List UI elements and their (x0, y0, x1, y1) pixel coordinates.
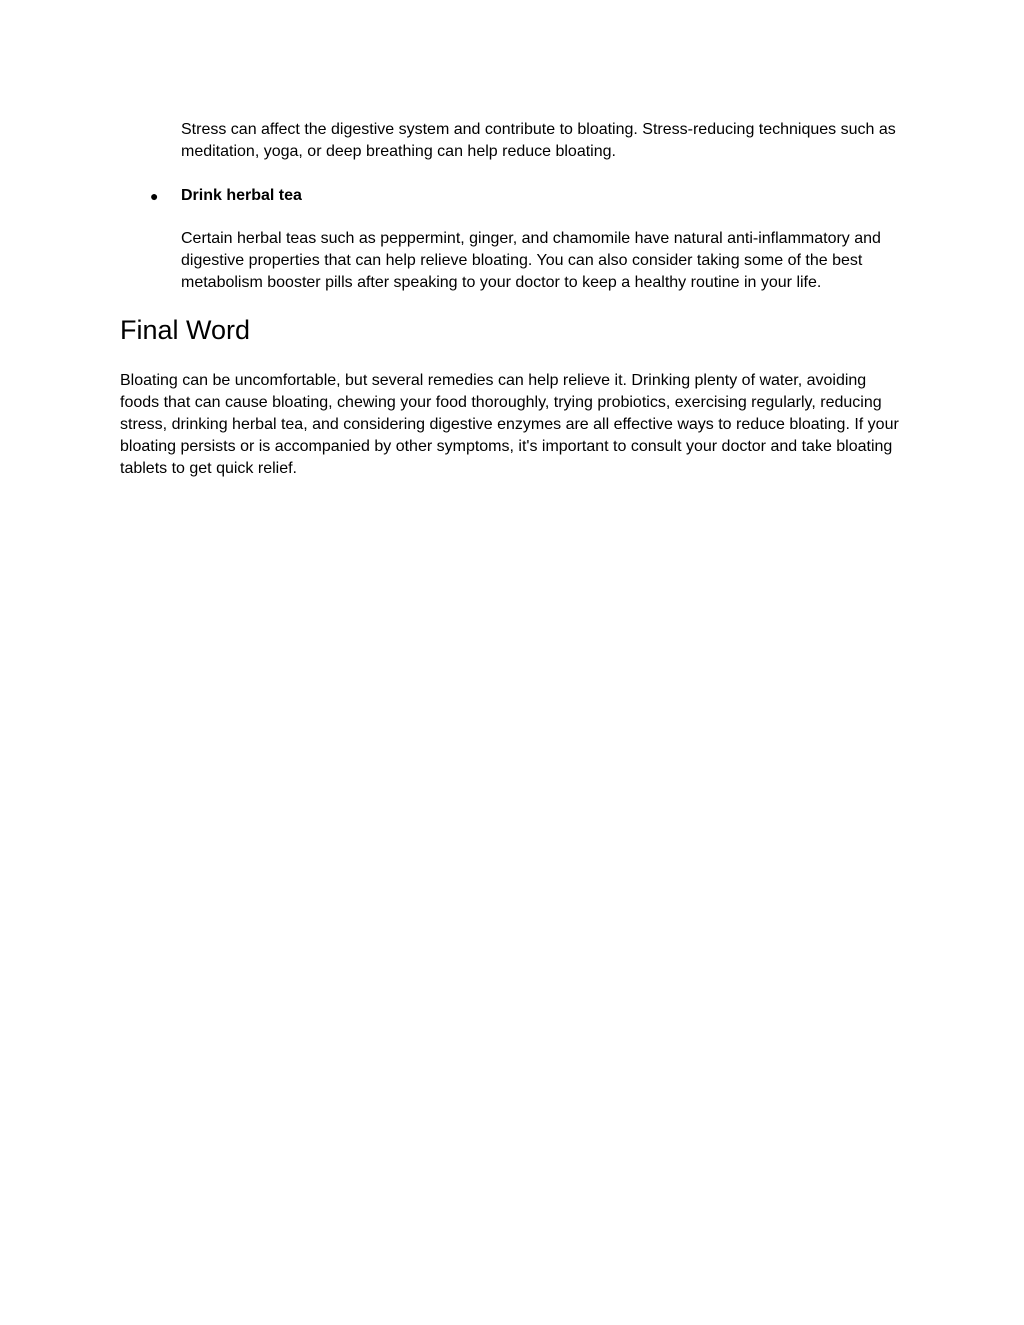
bullet-item-herbal-tea (150, 185, 900, 207)
stress-paragraph: Stress can affect the digestive system and contribute to bloating. Stress-reducing techniques such as meditation, yoga, or deep breathing can help reduce bloating. (181, 121, 896, 160)
conclusion-paragraph: Bloating can be uncomfortable, but several remedies can help relieve it. Drinking plenty of water, avoiding foods that can cause bloating, chewing your food thoroughly, trying probiotics, exercising regularly, reducing stress, drinking herbal tea, and considering digestive enzymes are all effective ways to reduce bloating. If your bloating persists or is accompanied by other symptoms, it's important to consult your doctor and take bloating tablets to get quick relief. (120, 372, 899, 477)
herbal-tea-paragraph: Certain herbal teas such as peppermint, ginger, and chamomile have natural anti-inflammatory and digestive properties that can help relieve bloating. You can also consider taking some of the best metabolism booster pills after speaking to your doctor to keep a healthy routine in your life. (181, 230, 881, 291)
section-heading: Final Word (120, 315, 251, 345)
bullet-icon: ● (150, 188, 159, 204)
bullet-heading: Drink herbal tea (181, 187, 302, 204)
